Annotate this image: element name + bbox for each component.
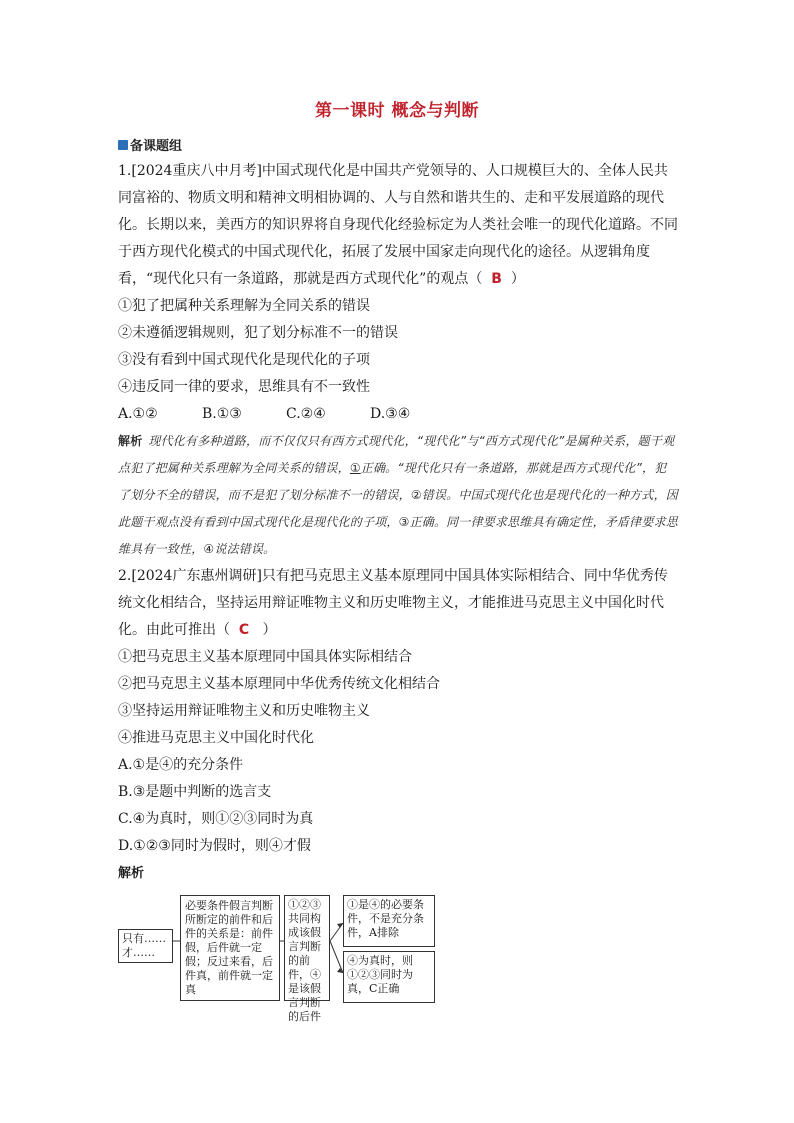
content: [118, 158, 678, 887]
connector-line: [330, 941, 343, 973]
q1-analysis-marker: ②: [410, 488, 422, 502]
diagram-box-antecedent: ①②③共同构成该假言判断的前件，④是该假言判断的后件: [284, 895, 330, 1001]
q1-analysis-part: 说法错误。: [214, 542, 276, 556]
q2-option-b: B.③是题中判断的选言支: [118, 784, 272, 800]
page-title: 第一课时 概念与判断: [315, 101, 479, 121]
q2-answer: C: [238, 622, 250, 638]
q1-option-d: D.③④: [370, 406, 411, 422]
q2-stem-text: 2.[2024广东惠州调研]只有把马克思主义基本原理同中国具体实际相结合、同中华优秀传统文化相结合，坚持运用辩证唯物主义和历史唯物主义，才能推进马克思主义中国化时代化。由此可推出（: [118, 568, 668, 638]
q2-analysis-label: 解析: [118, 866, 145, 881]
q1-option-c: C.②④: [286, 406, 326, 422]
q2-item: ①把马克思主义基本原理同中国具体实际相结合: [118, 649, 412, 665]
q1-item: ②未遵循逻辑规则，犯了划分标准不一的错误: [118, 325, 398, 341]
q1-option-b: B.①③: [202, 406, 242, 422]
q2-stem-end: ）: [262, 622, 277, 638]
diagram-box-necessary-condition: 必要条件假言判断所断定的前件和后件的关系是：前件假，后件就一定假；反过来看，后件真，前件就一定真: [180, 895, 280, 1001]
section-label: [118, 135, 182, 154]
q2-option-a: A.①是④的充分条件: [118, 757, 244, 773]
q1-item: ③没有看到中国式现代化是现代化的子项: [118, 352, 370, 368]
section-square-icon: [118, 140, 128, 150]
q1-answer: B: [491, 271, 502, 287]
q2-option-d: D.①②③同时为假时，则④才假: [118, 838, 311, 854]
q1-options: [118, 401, 678, 428]
q2-item: ②把马克思主义基本原理同中华优秀传统文化相结合: [118, 676, 440, 692]
q1-option-a: A.①②: [118, 406, 158, 422]
diagram-box-option-a: ①是④的必要条件，不是充分条件，A排除: [343, 895, 435, 947]
q1-item: ④违反同一律的要求，思维具有不一致性: [118, 379, 370, 395]
q1-analysis-part: 正确。“现代化只有一条道路，那就是西方式现代化”，犯了划分不全的错误，而不是犯了划分标准不一的错误，: [118, 461, 667, 502]
q2-item: ③坚持运用辩证唯物主义和历史唯物主义: [118, 703, 370, 719]
q1-analysis-part: 现代化有多种道路，而不仅仅只有西方式现代化，“现代化”与“西方式现代化”是属种关系，题干观点犯了把属种关系理解为全同关系的错误，: [118, 434, 675, 475]
diagram-box-option-c: ④为真时，则①②③同时为真，C正确: [343, 951, 435, 1003]
q1-analysis-marker: ①: [349, 461, 361, 475]
diagram-box-only-if: 只有……才……: [118, 929, 173, 963]
q1-analysis: [118, 428, 678, 563]
q1-stem: [118, 158, 678, 293]
q2-option-c: C.④为真时，则①②③同时为真: [118, 811, 314, 827]
q1-stem-text: 1.[2024重庆八中月考]中国式现代化是中国共产党领导的、人口规模巨大的、全体人民共同富裕的、物质文明和精神文明相协调的、人与自然和谐共生的、走和平发展道路的现代化。长期以来，美西方的知识界将自身现代化经验标定为人类社会唯一的现代化道路。不同于西方现代化模式的中国式现代化，拓展了发展中国家走向现代化的途径。从逻辑角度看，“现代化只有一条道路，那就是西方式现代化”的观点（: [118, 163, 678, 287]
analysis-diagram: [118, 893, 438, 1023]
q1-analysis-marker: ④: [203, 542, 215, 556]
section-label-text: 备课题组: [130, 139, 183, 154]
q1-stem-end: ）: [510, 271, 525, 287]
q1-analysis-label: 解析: [118, 434, 143, 448]
q2-stem: [118, 563, 678, 644]
q1-analysis-marker: ③: [398, 515, 410, 529]
q2-item: ④推进马克思主义中国化时代化: [118, 730, 314, 746]
q1-analysis-part: 正确。同一律要求思维具有确定性，矛盾律要求思维具有一致性，: [118, 515, 678, 556]
q1-analysis-part: 错误。中国式现代化也是现代化的一种方式，因此题干观点没有看到中国式现代化是现代化的子项，: [118, 488, 678, 529]
q1-item: ①犯了把属种关系理解为全同关系的错误: [118, 298, 370, 314]
